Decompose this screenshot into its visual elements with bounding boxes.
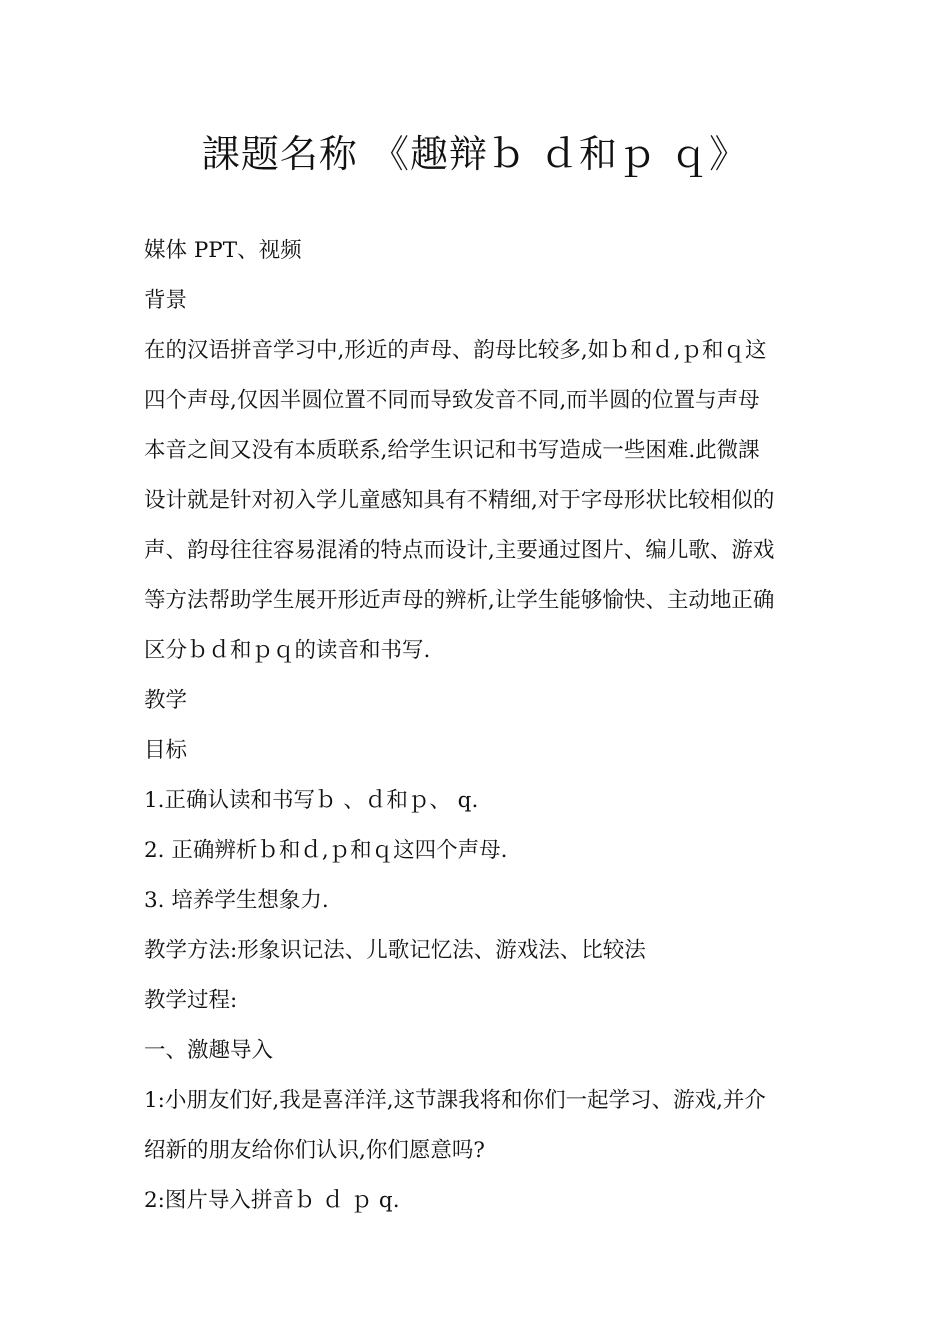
text-line: 等方法帮助学生展开形近声母的辨析,让学生能够愉快、主动地正确 (144, 588, 775, 613)
text-line: 区分ｂｄ和ｐｑ的读音和书写. (144, 638, 431, 663)
text-line-media: 媒体 PPT、视频 (144, 238, 302, 263)
text-line-background-heading: 背景 (144, 288, 188, 313)
text-line: 绍新的朋友给你们认识,你们愿意吗? (144, 1138, 485, 1163)
text-line: 声、韵母往往容易混淆的特点而设计,主要通过图片、编儿歌、游戏 (144, 538, 775, 563)
text-line: 设计就是针对初入学儿童感知具有不精细,对于字母形状比较相似的 (144, 488, 775, 513)
text-line: 2:图片导入拼音ｂ ｄ ｐ q. (144, 1188, 400, 1213)
text-line: 在的汉语拼音学习中,形近的声母、韵母比较多,如ｂ和ｄ,ｐ和ｑ这 (144, 338, 767, 363)
text-line-teaching-methods: 教学方法:形象识记法、儿歌记忆法、游戏法、比较法 (144, 938, 646, 963)
text-line: 四个声母,仅因半圆位置不同而导致发音不同,而半圆的位置与声母 (144, 388, 760, 413)
goal-item-2: 2. 正确辨析ｂ和ｄ,ｐ和ｑ这四个声母. (144, 838, 508, 863)
goal-item-1: 1.正确认读和书写ｂ 、ｄ和ｐ、 q. (144, 788, 479, 813)
document-body (144, 226, 814, 1226)
text-line: 1:小朋友们好,我是喜洋洋,这节課我将和你们一起学习、游戏,并介 (144, 1088, 766, 1113)
text-line: 本音之间又没有本质联系,给学生识记和书写造成一些困难.此微課 (144, 438, 760, 463)
document-title: 課题名称 《趣辩ｂ ｄ和ｐ ｑ》 (201, 132, 749, 176)
section-heading-intro: 一、激趣导入 (144, 1038, 274, 1063)
goal-item-3: 3. 培养学生想象力. (144, 888, 329, 913)
text-line-teaching-heading: 教学 (144, 688, 188, 713)
text-line-teaching-process: 教学过程: (144, 988, 238, 1013)
text-line-goals-heading: 目标 (144, 738, 188, 763)
